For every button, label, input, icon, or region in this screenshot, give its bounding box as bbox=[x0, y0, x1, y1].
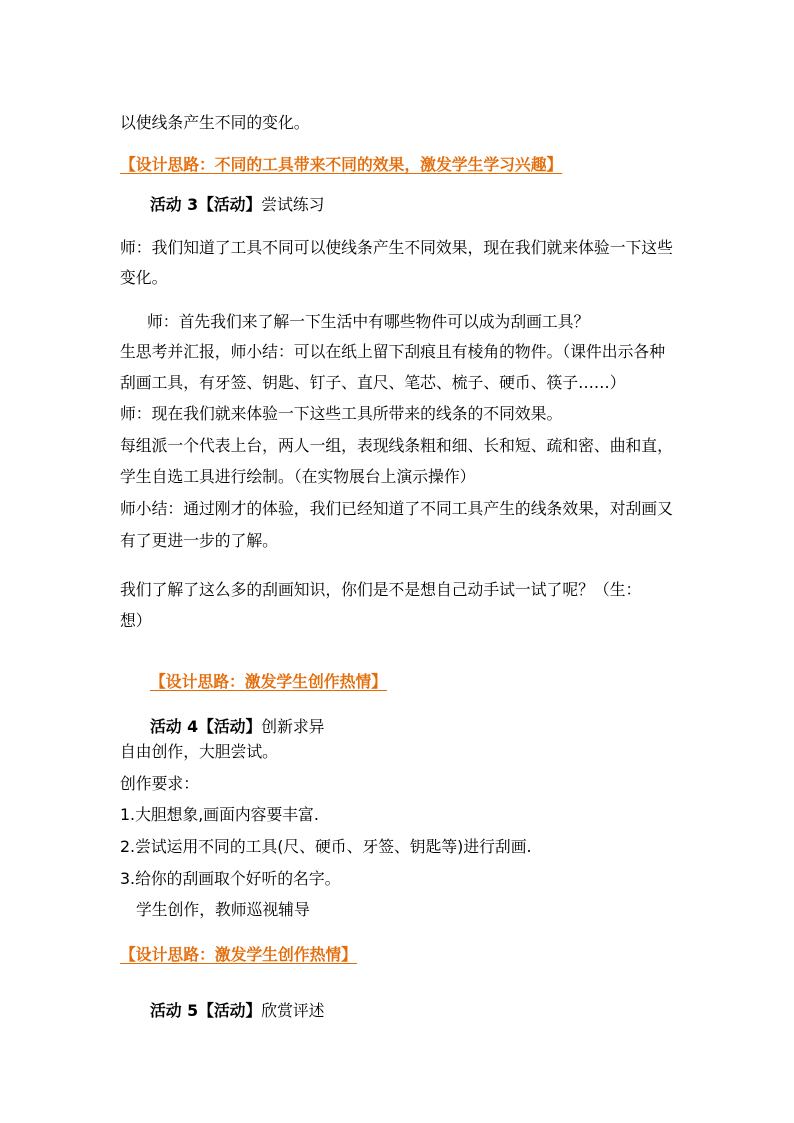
paragraph-line: 变化。 bbox=[120, 268, 168, 287]
paragraph-line: 生思考并汇报，师小结：可以在纸上留下刮痕且有棱角的物件。（课件出示各种 bbox=[120, 342, 665, 361]
paragraph-line: 我们了解了这么多的刮画知识，你们是不是想自己动手试一试了呢？（生： bbox=[120, 580, 642, 599]
paragraph-line: 创作要求： bbox=[120, 774, 199, 793]
activity-label: 活动 5【活动】 bbox=[150, 1001, 262, 1020]
paragraph-line: 有了更进一步的了解。 bbox=[120, 531, 278, 550]
design-note: 【设计思路：激发学生创作热情】 bbox=[120, 945, 357, 964]
paragraph-line: 自由创作，大胆尝试。 bbox=[120, 742, 278, 761]
activity-heading bbox=[150, 717, 324, 737]
paragraph-line: 刮画工具，有牙签、钥匙、钉子、直尺、笔芯、梳子、硬币、筷子……） bbox=[120, 373, 626, 392]
design-note: 【设计思路：不同的工具带来不同的效果，激发学生学习兴趣】 bbox=[120, 155, 563, 174]
activity-label: 活动 3【活动】 bbox=[150, 195, 262, 214]
activity-title: 创新求异 bbox=[261, 717, 325, 736]
paragraph-line: 师：首先我们来了解一下生活中有哪些物件可以成为刮画工具？ bbox=[147, 312, 590, 331]
activity-heading bbox=[150, 195, 324, 215]
design-note: 【设计思路：激发学生创作热情】 bbox=[150, 672, 387, 691]
paragraph-line: 师：现在我们就来体验一下这些工具所带来的线条的不同效果。 bbox=[120, 404, 563, 423]
activity-heading bbox=[150, 1001, 324, 1021]
activity-label: 活动 4【活动】 bbox=[150, 717, 262, 736]
list-item: 2.尝试运用不同的工具(尺、硬币、牙签、钥匙等)进行刮画. bbox=[120, 837, 532, 856]
paragraph-line: 师小结：通过刚才的体验，我们已经知道了不同工具产生的线条效果，对刮画又 bbox=[120, 499, 673, 518]
list-item: 1.大胆想象,画面内容要丰富. bbox=[120, 805, 319, 824]
list-item: 3.给你的刮画取个好听的名字。 bbox=[120, 869, 341, 888]
paragraph-line: 每组派一个代表上台，两人一组，表现线条粗和细、长和短、疏和密、曲和直， bbox=[120, 436, 673, 455]
activity-title: 尝试练习 bbox=[261, 195, 325, 214]
activity-title: 欣赏评述 bbox=[261, 1001, 325, 1020]
paragraph-line: 师：我们知道了工具不同可以使线条产生不同效果，现在我们就来体验一下这些 bbox=[120, 238, 673, 257]
paragraph-line: 学生自选工具进行绘制。（在实物展台上演示操作） bbox=[120, 467, 476, 486]
paragraph-line: 想） bbox=[120, 611, 152, 630]
paragraph-line: 以使线条产生不同的变化。 bbox=[120, 113, 310, 132]
paragraph-line: 学生创作，教师巡视辅导 bbox=[136, 900, 310, 919]
